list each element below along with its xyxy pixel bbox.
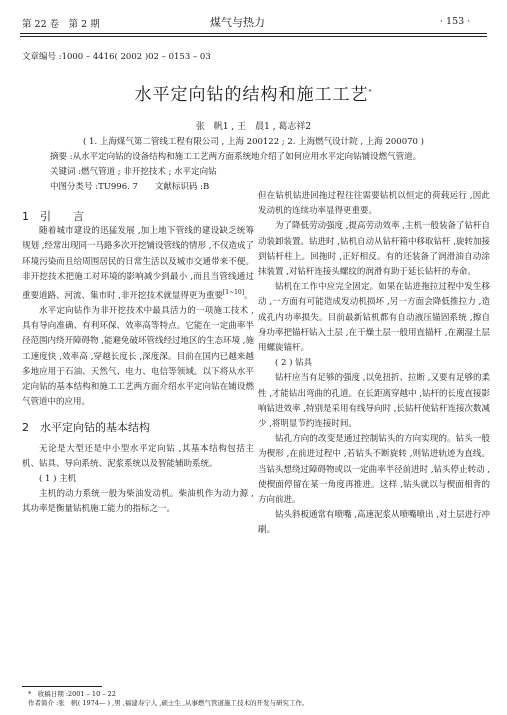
structure-paragraph: 无论是大型还是中小型水平定向钻 ,其基本结构包括主机、钻具、导向系统、泥浆系统以及智能辅助系统。 (22, 443, 254, 469)
main-unit-paragraph: 主机的动力系统一般为柴油发动机。柴油机作为动力源 ,其功率是衡量钻机施工能力的指标之一。 (22, 489, 254, 515)
right-paragraph-2: 为了降低劳动强度 ,提高劳动效率 ,主机一般装备了钻杆自动装卸装置。钻进时 ,钻机自动从钻杆箱中移取钻杆 ,旋转加接到钻杆柱上。回拖时 ,正好相反。有的还装备了润滑油自动涂抹装置 ,对钻杆连接头螺纹的润滑有助于延长钻杆的寿命。 (258, 221, 490, 278)
article-number: 文章编号 :1000 – 4416( 2002 )02 – 0153 – 03 (22, 52, 211, 62)
issue-info: 第 22 卷 第 2 期 (22, 19, 100, 30)
section-1-heading: 1 引 言 (22, 210, 84, 223)
paper-title-text: 水平定向钻的结构和施工工艺 (134, 85, 369, 105)
affiliations: ( 1. 上海煤气第二管线工程有限公司 , 上海 200122 ; 2. 上海燃气设计院 , 上海 200070 ) (83, 137, 424, 147)
footnote (28, 690, 309, 708)
abstract-section (50, 150, 470, 195)
journal-name: 煤气与热力 (210, 16, 265, 29)
header-rule (20, 33, 487, 34)
intro-paragraph-1-end: 。 (244, 290, 253, 301)
running-header (0, 0, 507, 30)
intro-paragraph-1-text: 随着城市建设的迅猛发展 ,加上地下管线的建设缺乏统筹规划 ,经常出现同一马路多次开挖铺设管线的情形 ,不仅造成了环境污染而且给周围居民的日常生活以及城市交通带来不便。非开挖技术把施工对环境的影响减少到最小 ,而且当管线通过重要道路、河流、集市时 ,非开挖技术就显得更为重要 (22, 226, 254, 301)
subsection-main-unit: ( 1 ) 主机 (39, 474, 77, 485)
page-number: · 153 · (440, 16, 471, 27)
paper-title (0, 80, 507, 105)
received-date: * 收稿日期 :2001 – 10 – 22 (28, 690, 116, 698)
left-column (22, 209, 254, 518)
title-footnote-mark: * (368, 88, 373, 96)
citation-ref: [1~10] (222, 289, 245, 297)
right-column (258, 189, 490, 539)
right-paragraph-5: 钻孔方向的改变是通过控制钻头的方向实现的。钻头一般为楔形 ,在前进过程中 ,若钻头不断旋转 ,则钻进轨迹为直线。当钻头想绕过障碍物或以一定曲率半径前进时 ,钻头停止转动 ,使楔面停留在某一角度再推进。这样 ,钻头就以与楔面相背的方向前进。 (258, 434, 490, 506)
abstract-text: 摘要 :从水平定向钻的设备结构和施工工艺两方面系统地介绍了如何应用水平定向钻铺设燃气管道。 (50, 152, 422, 162)
section-2-heading: 2 水平定向钻的基本结构 (22, 421, 150, 435)
intro-paragraph-1 (22, 224, 254, 304)
right-paragraph-1: 但在钻机钻进回拖过程往往需要钻机以恒定的荷载运行 ,因此发动机的连续功率显得更重要。 (258, 191, 490, 217)
right-paragraph-6: 钻头斜板通常有喷嘴 ,高速泥浆从喷嘴喷出 ,对土层进行冲刷。 (258, 510, 490, 536)
subsection-drill-tools: ( 2 ) 钻具 (275, 358, 313, 369)
author-list: 张 帆1 , 王 晨1 , 葛志祥2 (195, 122, 312, 132)
right-paragraph-4: 钻杆应当有足够的强度 ,以免扭折、拉断 ,又要有足够的柔性 ,才能钻出弯曲的孔道。在长距离穿越中 ,钻杆的长度直接影响钻进效率 ,特别是采用有线导向时 ,长钻杆使钻杆连接次数减少 ,将明显节约连接时间。 (258, 373, 490, 430)
keywords: 关键词 :燃气管道 ; 非开挖技术 ; 水平定向钻 (50, 167, 217, 177)
intro-paragraph-2: 水平定向钻作为非开挖技术中最具活力的一项施工技术 ,具有导向准确、有利环保、效率高等特点。它能在一定曲率半径范围内绕开障碍物 ,能避免破坏管线经过地区的生态环境 ,施工速度快 ,效率高 ,穿越长度长 ,深度深。目前在国内已越来越多地应用于石油、天然气、电力、电信等领域。以下将从水平定向钻的基本结构和施工工艺两方面介绍水平定向钻在铺设燃气管道中的应用。 (22, 306, 254, 408)
author-bio: 作者简介 :张 帆( 1974— ) ,男 ,福建寿宁人 ,硕士生 ,从事燃气管道施工技术的开发与研究工作。 (28, 699, 309, 707)
classification-codes: 中图分类号 :TU996. 7 文献标识码 :B (50, 182, 210, 192)
right-paragraph-3: 钻机在工作中应完全固定。如果在钻进拖拉过程中发生移动 ,一方面有可能造成发动机损坏 ,另一方面会降低推拉力 ,造成孔内功率损失。目前最新钻机都有自动液压锚固系统 ,擦自身功率把锚杆钻入土层 ,在干燥土层一般用直锚杆 ,在潮湿土层用螺旋锚杆。 (258, 282, 490, 354)
header-rule-thin (20, 36, 487, 37)
footnote-rule (22, 686, 102, 687)
